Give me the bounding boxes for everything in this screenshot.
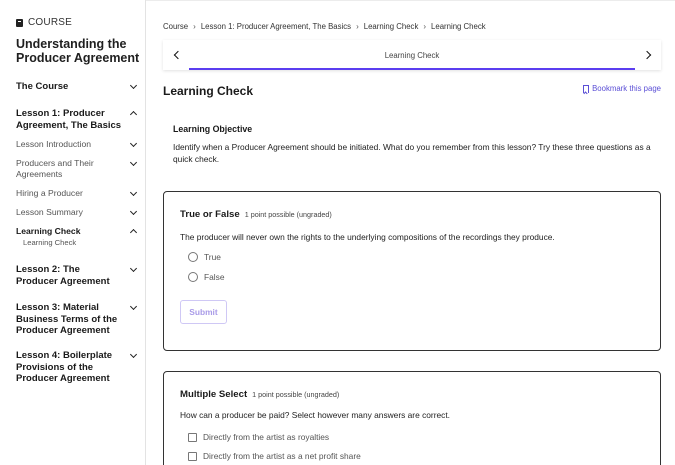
breadcrumb xyxy=(163,22,486,31)
chevron-right-icon xyxy=(642,51,650,59)
sidebar-item-producers-agreements[interactable] xyxy=(16,158,138,180)
sequence-navigation xyxy=(163,40,661,70)
breadcrumb-separator-icon: › xyxy=(423,22,427,31)
chevron-left-icon xyxy=(173,51,181,59)
option-label: Directly from the artist as royalties xyxy=(203,432,330,442)
bookmark-label: Bookmark this page xyxy=(592,84,661,93)
chevron-down-icon xyxy=(129,82,138,91)
chevron-up-icon xyxy=(129,109,138,118)
bookmark-button[interactable] xyxy=(583,84,661,93)
objective-text: Identify when a Producer Agreement should be initiated. What do you remember from this lesson? Try these three questions as a quick check. xyxy=(173,142,651,164)
sidebar-item-label: Hiring a Producer xyxy=(16,188,83,198)
option-label: True xyxy=(204,252,221,262)
objective-heading: Learning Objective xyxy=(173,124,253,134)
chevron-down-icon xyxy=(129,265,138,274)
book-icon xyxy=(16,19,23,27)
chevron-down-icon xyxy=(129,159,138,168)
problem-points: 1 point possible (ungraded) xyxy=(252,390,340,399)
option-net-profit-share[interactable] xyxy=(188,451,361,461)
course-title: Understanding the Producer Agreement xyxy=(16,37,140,65)
sidebar-unit-learning-check[interactable]: Learning Check xyxy=(23,238,77,247)
option-label: Directly from the artist as a net profit share xyxy=(203,451,361,461)
sidebar-item-label: Lesson Introduction xyxy=(16,139,92,149)
page-title: Learning Check xyxy=(163,84,254,98)
sidebar-item-label: Learning Check xyxy=(16,226,81,236)
sidebar-item-hiring-a-producer[interactable] xyxy=(16,188,138,199)
course-label xyxy=(16,17,72,28)
chevron-down-icon xyxy=(129,208,138,217)
submit-button[interactable]: Submit xyxy=(180,300,227,324)
sidebar-item-lesson-2[interactable] xyxy=(16,264,138,287)
sidebar-item-label: The Course xyxy=(16,81,69,92)
problem-question: How can a producer be paid? Select however many answers are correct. xyxy=(180,410,450,420)
sidebar-item-lesson-summary[interactable] xyxy=(16,207,138,218)
chevron-down-icon xyxy=(129,140,138,149)
sidebar-item-label: Lesson Summary xyxy=(16,207,83,217)
active-tab-indicator xyxy=(189,68,635,70)
chevron-down-icon xyxy=(129,189,138,198)
course-sidebar xyxy=(0,0,146,465)
radio-button[interactable] xyxy=(188,252,198,262)
breadcrumb-course[interactable]: Course xyxy=(163,22,189,31)
problem-points: 1 point possible (ungraded) xyxy=(244,210,332,219)
sequence-tab-learning-check[interactable]: Learning Check xyxy=(384,50,440,60)
sidebar-item-lesson-3[interactable] xyxy=(16,302,138,337)
option-royalties[interactable] xyxy=(188,432,329,442)
problem-title: True or False xyxy=(180,209,240,220)
problem-header xyxy=(180,389,339,400)
breadcrumb-separator-icon: › xyxy=(356,22,359,31)
problem-question: The producer will never own the rights to the underlying compositions of the recordings they produce. xyxy=(180,232,555,242)
problem-true-false xyxy=(163,191,661,351)
sidebar-item-label: Lesson 3: Material Business Terms of the Producer Agreement xyxy=(16,302,118,336)
option-true[interactable] xyxy=(188,252,221,262)
breadcrumb-unit: Learning Check xyxy=(431,22,486,31)
breadcrumb-subsection[interactable]: Learning Check xyxy=(363,22,419,31)
course-label-text: COURSE xyxy=(28,17,72,28)
sidebar-item-lesson-4[interactable] xyxy=(16,350,138,385)
option-false[interactable] xyxy=(188,272,224,282)
divider xyxy=(146,0,675,1)
sidebar-item-lesson-introduction[interactable] xyxy=(16,139,138,150)
sidebar-item-the-course[interactable] xyxy=(16,81,138,93)
breadcrumb-lesson[interactable]: Lesson 1: Producer Agreement, The Basics xyxy=(200,22,352,31)
checkbox[interactable] xyxy=(188,452,197,461)
sidebar-item-label: Lesson 1: Producer Agreement, The Basics xyxy=(16,108,122,131)
chevron-down-icon xyxy=(129,303,138,312)
previous-button[interactable] xyxy=(163,40,189,70)
sidebar-item-learning-check[interactable] xyxy=(16,226,138,237)
checkbox[interactable] xyxy=(188,433,197,442)
chevron-down-icon xyxy=(129,351,138,360)
next-button[interactable] xyxy=(635,40,661,70)
radio-button[interactable] xyxy=(188,272,198,282)
problem-header xyxy=(180,209,332,220)
main-content xyxy=(146,0,675,465)
problem-title: Multiple Select xyxy=(180,389,248,400)
sidebar-item-lesson-1[interactable] xyxy=(16,108,138,131)
breadcrumb-separator-icon: › xyxy=(193,22,196,31)
sidebar-item-label: Lesson 4: Boilerplate Provisions of the Producer Agreement xyxy=(16,350,113,384)
sidebar-item-label: Lesson 2: The Producer Agreement xyxy=(16,264,110,287)
chevron-up-icon xyxy=(129,227,138,236)
option-label: False xyxy=(204,272,225,282)
bookmark-icon xyxy=(583,85,589,93)
sidebar-item-label: Producers and Their Agreements xyxy=(16,158,94,179)
problem-multiple-select xyxy=(163,371,661,465)
